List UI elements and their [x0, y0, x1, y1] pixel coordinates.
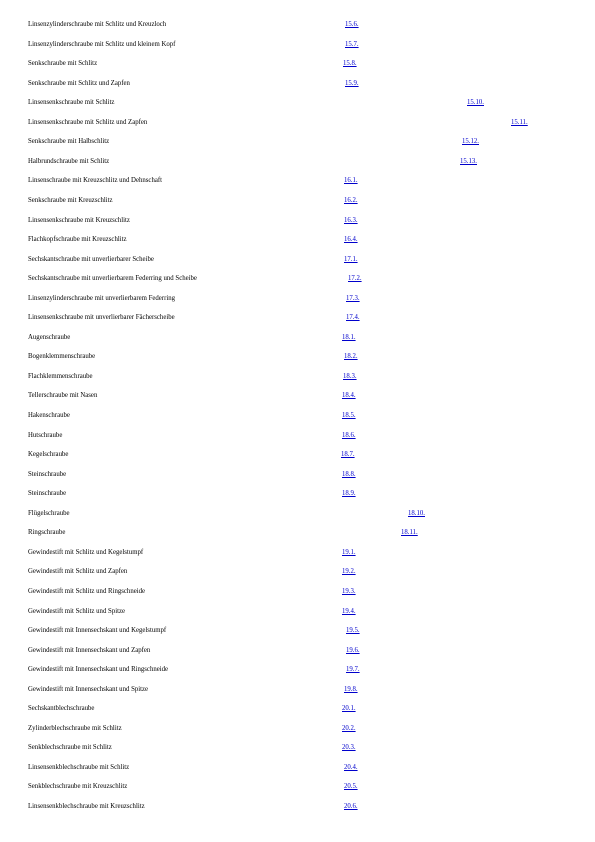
entry-page-link[interactable]: 18.8.: [342, 470, 356, 478]
entry-label: Steinschraube: [28, 490, 67, 498]
entry-page-link[interactable]: 19.6.: [346, 646, 360, 654]
index-entry: [0, 528, 595, 538]
entry-page-link[interactable]: 18.4.: [342, 392, 356, 400]
entry-label: Gewindestift mit Schlitz und Spitze: [28, 607, 126, 615]
index-entry: [0, 548, 595, 558]
entry-page-link[interactable]: 19.1.: [342, 548, 356, 556]
entry-label: Senkschraube mit Schlitz: [28, 60, 98, 68]
index-entry: [0, 20, 595, 30]
index-entry: [0, 646, 595, 656]
entry-page-link[interactable]: 19.2.: [342, 568, 356, 576]
entry-page-link[interactable]: 19.5.: [346, 627, 360, 635]
index-entry: [0, 352, 595, 362]
entry-page-link[interactable]: 18.11.: [401, 529, 418, 537]
entry-label: Linsensenkschraube mit unverlierbarer Fächerscheibe: [28, 314, 175, 322]
entry-label: Kegelschraube: [28, 451, 69, 459]
entry-label: Linsenzylinderschraube mit Schlitz und kleinem Kopf: [28, 40, 176, 48]
entry-page-link[interactable]: 17.2.: [348, 275, 362, 283]
index-entry: [0, 157, 595, 167]
index-entry: [0, 59, 595, 69]
index-entry: [0, 743, 595, 753]
index-entry: [0, 294, 595, 304]
index-entry: [0, 431, 595, 441]
index-entry: [0, 333, 595, 343]
index-entry: [0, 607, 595, 617]
entry-label: Gewindestift mit Schlitz und Kegelstumpf: [28, 548, 144, 556]
entry-page-link[interactable]: 18.6.: [342, 431, 356, 439]
entry-label: Steinschraube: [28, 470, 67, 478]
index-entry: [0, 40, 595, 50]
index-entry: [0, 176, 595, 186]
entry-page-link[interactable]: 15.9.: [345, 79, 359, 87]
entry-label: Gewindestift mit Schlitz und Zapfen: [28, 568, 128, 576]
index-entry: [0, 704, 595, 714]
entry-label: Senkblechschraube mit Kreuzschlitz: [28, 783, 128, 791]
index-entry: [0, 216, 595, 226]
entry-label: Augenschraube: [28, 333, 71, 341]
entry-label: Flügelschraube: [28, 509, 70, 517]
index-entry: [0, 255, 595, 265]
index-entry: [0, 489, 595, 499]
entry-page-link[interactable]: 16.2.: [344, 196, 358, 204]
entry-page-link[interactable]: 18.2.: [344, 353, 358, 361]
entry-page-link[interactable]: 19.4.: [342, 607, 356, 615]
entry-label: Linsensenkblechschraube mit Kreuzschlitz: [28, 803, 145, 810]
entry-label: Hakenschraube: [28, 412, 70, 419]
entry-page-link[interactable]: 15.12.: [462, 138, 479, 146]
entry-label: Sechskantblechschraube: [28, 705, 95, 713]
entry-label: Linsensenkschraube mit Kreuzschlitz: [28, 216, 130, 224]
entry-page-link[interactable]: 19.8.: [344, 685, 358, 693]
entry-label: Senkschraube mit Halbschlitz: [28, 138, 110, 146]
entry-page-link[interactable]: 15.13.: [460, 157, 477, 165]
index-entry: [0, 372, 595, 382]
entry-label: Linsensenkblechschraube mit Schlitz: [28, 763, 130, 771]
entry-label: Gewindestift mit Innensechskant und Spitze: [28, 685, 149, 693]
entry-page-link[interactable]: 15.11.: [511, 118, 528, 126]
entry-page-link[interactable]: 18.9.: [342, 490, 356, 498]
index-entry: [0, 274, 595, 284]
entry-page-link[interactable]: 20.3.: [342, 744, 356, 752]
index-entry: [0, 137, 595, 147]
index-entry: [0, 79, 595, 89]
entry-page-link[interactable]: 17.4.: [346, 314, 360, 322]
entry-label: Linsenzylinderschraube mit Schlitz und Kreuzloch: [28, 21, 167, 28]
entry-page-link[interactable]: 20.1.: [342, 705, 356, 713]
entry-page-link[interactable]: 15.10.: [467, 99, 484, 107]
entry-page-link[interactable]: 18.10.: [408, 509, 425, 517]
entry-page-link[interactable]: 20.4.: [344, 763, 358, 771]
index-entry: [0, 626, 595, 636]
entry-label: Tellerschraube mit Nasen: [28, 392, 98, 400]
index-entry: [0, 509, 595, 519]
index-entry: [0, 782, 595, 792]
entry-label: Senkschraube mit Schlitz und Zapfen: [28, 79, 130, 87]
entry-page-link[interactable]: 20.6.: [344, 803, 358, 810]
entry-label: Ringschraube: [28, 529, 66, 537]
entry-label: Gewindestift mit Innensechskant und Kegelstumpf: [28, 627, 167, 635]
entry-label: Zylinderblechschraube mit Schlitz: [28, 724, 122, 732]
entry-label: Linsensenkschraube mit Schlitz: [28, 99, 115, 107]
entry-page-link[interactable]: 16.4.: [344, 236, 358, 244]
entry-page-link[interactable]: 20.5.: [344, 783, 358, 791]
entry-label: Linsensenkschraube mit Schlitz und Zapfen: [28, 118, 148, 126]
index-entry: [0, 470, 595, 480]
index-entry: [0, 763, 595, 773]
entry-page-link[interactable]: 17.3.: [346, 294, 360, 302]
index-entry: [0, 313, 595, 323]
entry-label: Gewindestift mit Schlitz und Ringschneide: [28, 587, 146, 595]
entry-label: Linsenschraube mit Kreuzschlitz und Dehnschaft: [28, 177, 163, 185]
entry-label: Flachkopfschraube mit Kreuzschlitz: [28, 236, 127, 244]
index-entry: [0, 391, 595, 401]
entry-label: Sechskantschraube mit unverlierbarer Scheibe: [28, 255, 154, 263]
entry-label: Sechskantschraube mit unverlierbarem Federring und Scheibe: [28, 275, 197, 283]
entry-label: Gewindestift mit Innensechskant und Zapfen: [28, 646, 151, 654]
entry-page-link[interactable]: 18.3.: [343, 372, 357, 380]
entry-page-link[interactable]: 16.1.: [344, 177, 358, 185]
index-entry: [0, 802, 595, 812]
entry-page-link[interactable]: 15.7.: [345, 40, 359, 48]
index-entry: [0, 450, 595, 460]
entry-page-link[interactable]: 16.3.: [344, 216, 358, 224]
entry-page-link[interactable]: 17.1.: [344, 255, 358, 263]
entry-page-link[interactable]: 19.3.: [342, 587, 356, 595]
entry-page-link[interactable]: 20.2.: [342, 724, 356, 732]
entry-label: Bogenklemmenschraube: [28, 353, 96, 361]
entry-label: Senkblechschraube mit Schlitz: [28, 744, 112, 752]
entry-label: Linsenzylinderschraube mit unverlierbarem Federring: [28, 294, 176, 302]
index-entry: [0, 196, 595, 206]
entry-page-link[interactable]: 18.1.: [342, 333, 356, 341]
index-entry: [0, 685, 595, 695]
index-entry: [0, 98, 595, 108]
entry-label: Gewindestift mit Innensechskant und Ringschneide: [28, 666, 169, 674]
entry-page-link[interactable]: 18.5.: [342, 412, 356, 419]
entry-page-link[interactable]: 15.6.: [345, 21, 359, 28]
entry-page-link[interactable]: 18.7.: [341, 451, 355, 459]
entry-label: Halbrundschraube mit Schlitz: [28, 157, 110, 165]
entry-label: Hutschraube: [28, 431, 63, 439]
index-entry: [0, 665, 595, 675]
index-entry: [0, 411, 595, 421]
index-entry: [0, 235, 595, 245]
entry-page-link[interactable]: 15.8.: [343, 60, 357, 68]
entry-label: Senkschraube mit Kreuzschlitz: [28, 196, 113, 204]
entry-page-link[interactable]: 19.7.: [346, 666, 360, 674]
index-entry: [0, 724, 595, 734]
entry-label: Flachklemmenschraube: [28, 372, 93, 380]
index-entry: [0, 118, 595, 128]
index-entry: [0, 587, 595, 597]
index-entry: [0, 567, 595, 577]
